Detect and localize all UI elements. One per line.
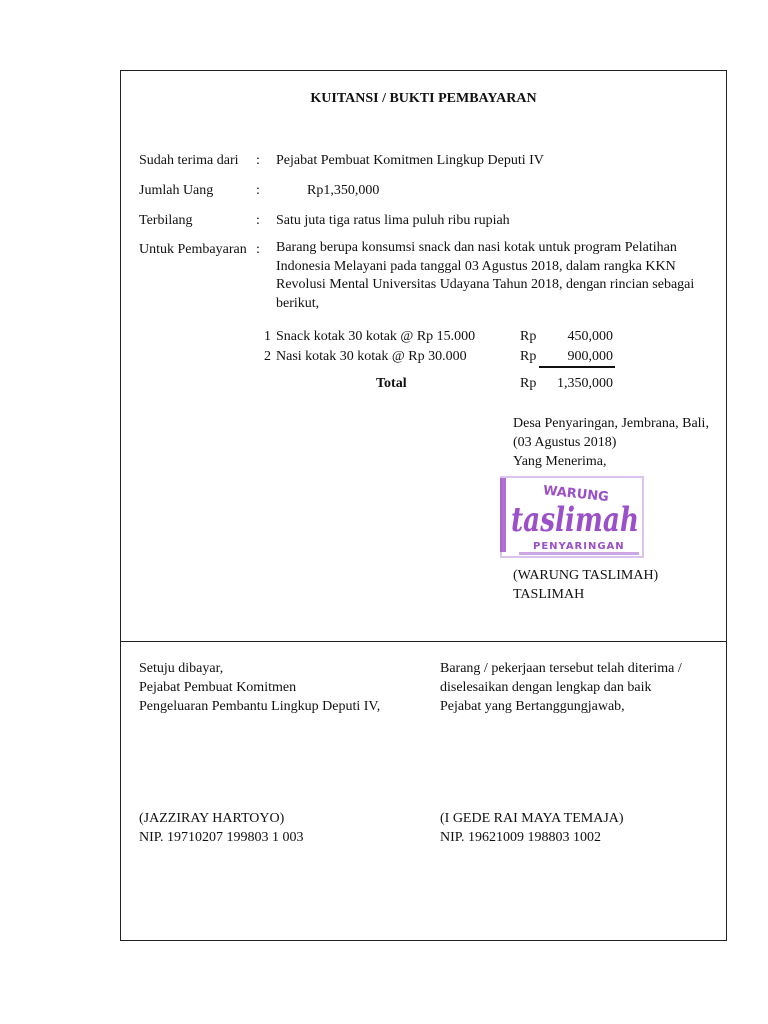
right-approval-line3: Pejabat yang Bertanggungjawab, (440, 699, 625, 714)
purpose-colon: : (256, 242, 260, 257)
left-approval-line1: Setuju dibayar, (139, 661, 224, 676)
stamp-top-text: WARUNG (542, 483, 610, 506)
stamp-bottom-text: PENYARINGAN (533, 541, 625, 552)
left-approver-nip: NIP. 19710207 199803 1 003 (139, 830, 304, 845)
amount-colon: : (256, 183, 260, 198)
item-currency: Rp (520, 349, 537, 364)
receiver-place: Desa Penyaringan, Jembrana, Bali, (513, 416, 709, 431)
item-description: Snack kotak 30 kotak @ Rp 15.000 (276, 329, 476, 344)
purpose-value: Barang berupa konsumsi snack dan nasi kotak untuk program Pelatihan Indonesia Melayani pada tanggal 03 Agustus 2018, dalam rangka KKN Revolusi Mental Universitas Udayana Tahun 2018, dengan rincian sebagai berikut, (276, 240, 695, 311)
item-amount: 450,000 (567, 329, 613, 344)
received-from-label: Sudah terima dari (139, 153, 239, 168)
item-amount: 900,000 (567, 349, 613, 364)
in-words-value: Satu juta tiga ratus lima puluh ribu rupiah (276, 213, 510, 228)
receiver-name: TASLIMAH (513, 587, 585, 602)
subtotal-underline (539, 366, 615, 368)
item-description: Nasi kotak 30 kotak @ Rp 30.000 (276, 349, 467, 364)
right-approval-line1: Barang / pekerjaan tersebut telah diterima / (440, 661, 682, 676)
left-approver-name: (JAZZIRAY HARTOYO) (139, 811, 285, 826)
section-divider (120, 641, 727, 642)
left-approval-line3: Pengeluaran Pembantu Lingkup Deputi IV, (139, 699, 381, 714)
purpose-label: Untuk Pembayaran (139, 242, 247, 257)
item-currency: Rp (520, 329, 537, 344)
total-label: Total (376, 376, 407, 391)
receiver-date: (03 Agustus 2018) (513, 435, 617, 450)
amount-label: Jumlah Uang (139, 183, 214, 198)
warung-stamp (499, 475, 645, 559)
total-amount: 1,350,000 (557, 376, 613, 391)
received-from-colon: : (256, 153, 260, 168)
amount-value: Rp1,350,000 (307, 183, 380, 198)
stamp-middle-text: taslimah (511, 500, 639, 540)
receiver-business: (WARUNG TASLIMAH) (513, 568, 659, 583)
receiver-role: Yang Menerima, (513, 454, 607, 469)
left-approval-line2: Pejabat Pembuat Komitmen (139, 680, 297, 695)
in-words-colon: : (256, 213, 260, 228)
in-words-label: Terbilang (139, 213, 193, 228)
right-approver-name: (I GEDE RAI MAYA TEMAJA) (440, 811, 624, 826)
document-title: KUITANSI / BUKTI PEMBAYARAN (310, 91, 537, 106)
right-approval-line2: diselesaikan dengan lengkap dan baik (440, 680, 652, 695)
right-approver-nip: NIP. 19621009 198803 1002 (440, 830, 602, 845)
total-currency: Rp (520, 376, 537, 391)
item-number: 2 (264, 349, 271, 364)
received-from-value: Pejabat Pembuat Komitmen Lingkup Deputi IV (276, 153, 544, 168)
item-number: 1 (264, 329, 271, 344)
